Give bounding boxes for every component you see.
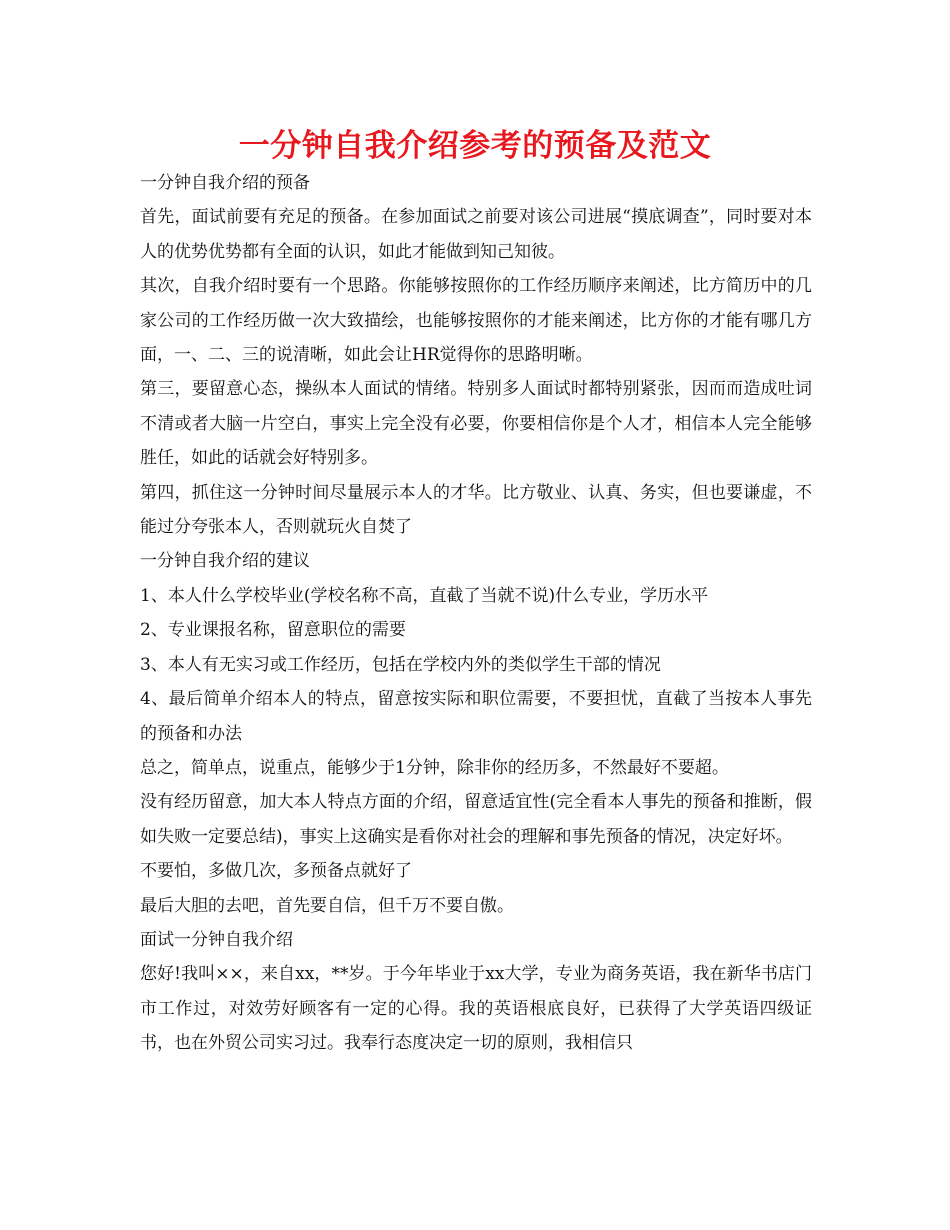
paragraph: 您好!我叫××，来自xx，**岁。于今年毕业于xx大学，专业为商务英语，我在新华书店门市工作过，对效劳好顾客有一定的心得。我的英语根底良好，已获得了大学英语四级证书，也在外贸公司实习过。我奉行态度决定一切的原则，我相信只: [140, 964, 812, 1054]
document-body: [140, 166, 812, 1061]
section-heading: 一分钟自我介绍的建议: [140, 551, 310, 572]
document-title: 一分钟自我介绍参考的预备及范文: [238, 128, 712, 164]
list-item: 4、最后简单介绍本人的特点，留意按实际和职位需要，不要担忧，直截了当按本人事先的预备和办法: [140, 689, 812, 744]
section-heading: 一分钟自我介绍的预备: [140, 173, 310, 193]
paragraph: 首先，面试前要有充足的预备。在参加面试之前要对该公司进展“摸底调查”，同时要对本人的优势优势都有全面的认识，如此才能做到知己知彼。: [140, 207, 812, 262]
paragraph: 第四，抓住这一分钟时间尽量展示本人的才华。比方敬业、认真、务实，但也要谦虚，不能过分夸张本人，否则就玩火自焚了: [140, 482, 812, 538]
paragraph: 最后大胆的去吧，首先要自信，但千万不要自傲。: [140, 895, 514, 916]
list-item: 3、本人有无实习或工作经历，包括在学校内外的类似学生干部的情况: [140, 654, 661, 675]
paragraph: 没有经历留意，加大本人特点方面的介绍，留意适宜性(完全看本人事先的预备和推断，假如失败一定要总结)，事实上这确实是看你对社会的理解和事先预备的情况，决定好坏。: [140, 792, 812, 847]
paragraph: 其次，自我介绍时要有一个思路。你能够按照你的工作经历顺序来阐述，比方简历中的几家公司的工作经历做一次大致描绘，也能够按照你的才能来阐述，比方你的才能有哪几方面，一、二、三的说清晰，如此会让HR觉得你的思路明晰。: [140, 276, 812, 366]
list-item: 1、本人什么学校毕业(学校名称不高，直截了当就不说)什么专业，学历水平: [140, 585, 709, 606]
paragraph: 总之，简单点，说重点，能够少于1分钟，除非你的经历多，不然最好不要超。: [140, 757, 729, 778]
paragraph: 不要怕，多做几次，多预备点就好了: [140, 861, 412, 882]
paragraph: 第三，要留意心态，操纵本人面试的情绪。特别多人面试时都特别紧张，因而而造成吐词不清或者大脑一片空白，事实上完全没有必要，你要相信你是个人才，相信本人完全能够胜任，如此的话就会好特别多。: [140, 379, 812, 469]
list-item: 2、专业课报名称，留意职位的需要: [140, 620, 406, 641]
section-heading: 面试一分钟自我介绍: [140, 929, 293, 950]
